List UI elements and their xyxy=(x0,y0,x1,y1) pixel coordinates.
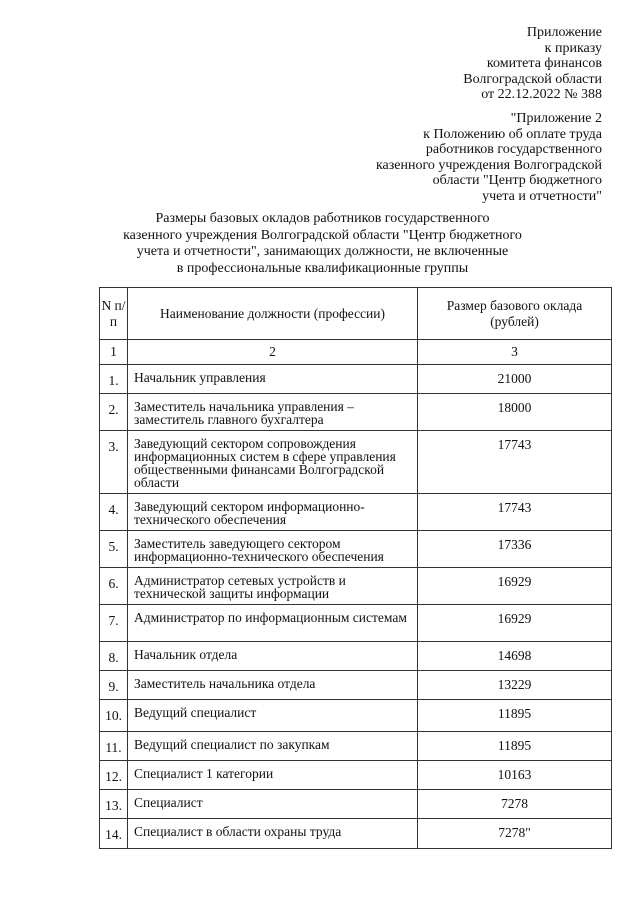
order-header-line: комитета финансов xyxy=(486,56,602,71)
header-salary: Размер базового оклада (рублей) xyxy=(418,288,612,340)
position-name: Специалист в области охраны труда xyxy=(128,819,418,849)
salary-table xyxy=(99,287,612,849)
appendix-header-line: казенного учреждения Волгоградской xyxy=(375,157,602,173)
table-row xyxy=(100,494,612,531)
position-name: Администратор сетевых устройств и технической защиты информации xyxy=(128,568,418,605)
title-line: казенного учреждения Волгоградской области "Центр бюджетного xyxy=(123,227,522,243)
base-salary: 21000 xyxy=(418,365,612,394)
position-name: Ведущий специалист xyxy=(128,700,418,732)
table-row xyxy=(100,568,612,605)
base-salary: 17743 xyxy=(418,431,612,494)
base-salary: 14698 xyxy=(418,642,612,671)
appendix-header-line: области "Центр бюджетного xyxy=(432,173,602,188)
position-name: Заместитель начальника управления – заместитель главного бухгалтера xyxy=(128,394,418,431)
table-row xyxy=(100,819,612,849)
position-name: Заместитель заведующего сектором информационно-технического обеспечения xyxy=(128,531,418,568)
table-row xyxy=(100,394,612,431)
position-name: Начальник управления xyxy=(128,365,418,394)
base-salary: 7278" xyxy=(418,819,612,849)
order-header xyxy=(463,25,602,103)
appendix-header-line: к Положению об оплате труда xyxy=(423,126,602,142)
order-header-line: Волгоградской области xyxy=(463,71,602,87)
position-name: Специалист 1 категории xyxy=(128,761,418,790)
table-row xyxy=(100,365,612,394)
base-salary: 10163 xyxy=(418,761,612,790)
column-index: 3 xyxy=(418,340,612,365)
title-line: Размеры базовых окладов работников государственного xyxy=(155,211,490,226)
base-salary: 17336 xyxy=(418,531,612,568)
document-title xyxy=(100,211,545,277)
row-number: 11. xyxy=(100,732,128,761)
table-row xyxy=(100,732,612,761)
table-row xyxy=(100,671,612,700)
appendix-header-line: "Приложение 2 xyxy=(510,111,602,126)
row-number: 5. xyxy=(100,531,128,568)
row-number: 14. xyxy=(100,819,128,849)
row-number: 8. xyxy=(100,642,128,671)
base-salary: 11895 xyxy=(418,700,612,732)
appendix-header-line: учета и отчетности" xyxy=(482,188,602,204)
row-number: 13. xyxy=(100,790,128,819)
position-name: Ведущий специалист по закупкам xyxy=(128,732,418,761)
row-number: 12. xyxy=(100,761,128,790)
base-salary: 16929 xyxy=(418,605,612,642)
column-index-row xyxy=(100,340,612,365)
column-index: 1 xyxy=(100,340,128,365)
title-line: в профессиональные квалификационные группы xyxy=(176,260,469,276)
position-name: Специалист xyxy=(128,790,418,819)
row-number: 9. xyxy=(100,671,128,700)
base-salary: 18000 xyxy=(418,394,612,431)
row-number: 3. xyxy=(100,431,128,494)
table-row xyxy=(100,700,612,732)
base-salary: 17743 xyxy=(418,494,612,531)
position-name: Заведующий сектором информационно-технического обеспечения xyxy=(128,494,418,531)
position-name: Заведующий сектором сопровождения информационных систем в сфере управления общественными финансами Волгоградской области xyxy=(128,431,418,494)
order-header-line: Приложение xyxy=(526,25,602,40)
table-row xyxy=(100,790,612,819)
table-row xyxy=(100,642,612,671)
row-number: 4. xyxy=(100,494,128,531)
order-header-line: от 22.12.2022 № 388 xyxy=(481,87,602,102)
position-name: Начальник отдела xyxy=(128,642,418,671)
table-row xyxy=(100,431,612,494)
table-row xyxy=(100,605,612,642)
position-name: Администратор по информационным системам xyxy=(128,605,418,642)
base-salary: 11895 xyxy=(418,732,612,761)
header-position: Наименование должности (профессии) xyxy=(128,288,418,340)
row-number: 10. xyxy=(100,700,128,732)
title-line: учета и отчетности", занимающих должности, не включенные xyxy=(136,244,509,259)
row-number: 6. xyxy=(100,568,128,605)
order-header-line: к приказу xyxy=(544,40,602,56)
row-number: 7. xyxy=(100,605,128,642)
table-row xyxy=(100,761,612,790)
table-header-row xyxy=(100,288,612,340)
column-index: 2 xyxy=(128,340,418,365)
appendix-header xyxy=(376,111,602,204)
base-salary: 7278 xyxy=(418,790,612,819)
table-row xyxy=(100,531,612,568)
row-number: 2. xyxy=(100,394,128,431)
base-salary: 13229 xyxy=(418,671,612,700)
header-number: N п/п xyxy=(100,288,128,340)
position-name: Заместитель начальника отдела xyxy=(128,671,418,700)
appendix-header-line: работников государственного xyxy=(425,142,602,157)
base-salary: 16929 xyxy=(418,568,612,605)
row-number: 1. xyxy=(100,365,128,394)
